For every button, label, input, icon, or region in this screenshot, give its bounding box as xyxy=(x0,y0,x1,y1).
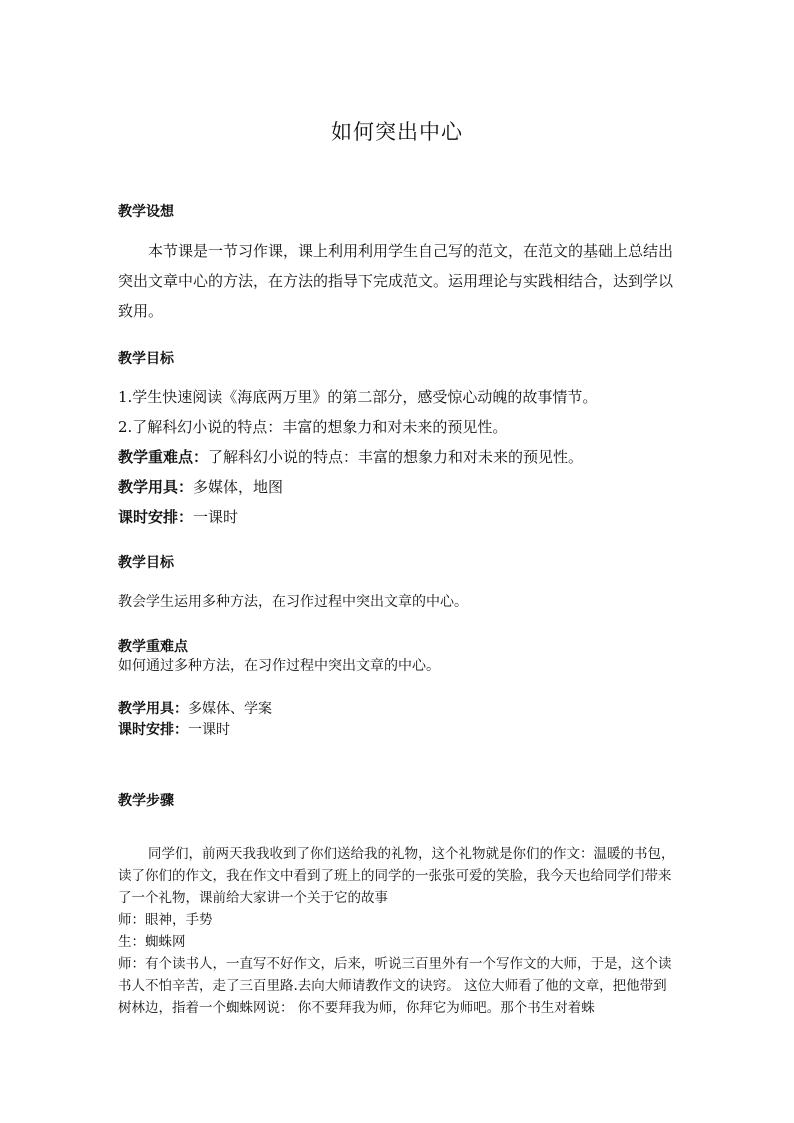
time-text-2: 一课时 xyxy=(188,722,230,738)
heading-teaching-design: 教学设想 xyxy=(118,204,174,220)
difficulty-text: 了解科幻小说的特点：丰富的想象力和对未来的预见性。 xyxy=(208,448,584,466)
tools-line xyxy=(118,472,678,502)
time-text: 一课时 xyxy=(193,508,239,526)
tools-text-2: 多媒体、学案 xyxy=(188,701,272,717)
time-line xyxy=(118,502,678,532)
tools-label: 教学用具： xyxy=(118,478,194,496)
heading-teaching-goals-2: 教学目标 xyxy=(118,555,174,571)
tools-line-2 xyxy=(118,698,678,720)
paragraph-teaching-design: 本节课是一节习作课，课上利用利用学生自己写的范文，在范文的基础上总结出突出文章中心的方法，在方法的指导下完成范文。运用理论与实践相结合，达到学以致用。 xyxy=(118,242,674,320)
tools-label-2: 教学用具： xyxy=(118,701,188,717)
difficulty-line xyxy=(118,442,678,472)
teacher-line-1: 师：眼神，手势 xyxy=(118,912,213,928)
key-difficulty-text: 如何通过多种方法，在习作过程中突出文章的中心。 xyxy=(118,658,440,674)
goal-item-1: 1.学生快速阅读《海底两万里》的第二部分，感受惊心动魄的故事情节。 xyxy=(118,388,598,406)
goal-item-2: 2.了解科幻小说的特点：丰富的想象力和对未来的预见性。 xyxy=(118,418,508,436)
heading-teaching-goals: 教学目标 xyxy=(118,351,174,367)
steps-paragraph-1: 同学们，前两天我我收到了你们送给我的礼物，这个礼物就是你们的作文：温暖的书包，读了你们的作文，我在作文中看到了班上的同学的一张张可爱的笑脸，我今天也给同学们带来了一个礼物，课前给大家讲一个关于它的故事 xyxy=(118,846,675,906)
tools-text: 多媒体，地图 xyxy=(193,478,284,496)
document-title: 如何突出中心 xyxy=(331,120,463,144)
time-label-2: 课时安排： xyxy=(118,722,188,738)
goal-text-2: 教会学生运用多种方法，在习作过程中突出文章的中心。 xyxy=(118,594,468,610)
heading-key-difficulty: 教学重难点 xyxy=(118,639,188,655)
time-line-2 xyxy=(118,719,678,741)
difficulty-label: 教学重难点： xyxy=(118,448,209,466)
student-line-1: 生：蜘蛛网 xyxy=(118,934,186,950)
time-label: 课时安排： xyxy=(118,508,194,526)
heading-teaching-steps: 教学步骤 xyxy=(118,793,174,809)
steps-paragraph-2: 师：有个读书人，一直写不好作文，后来，听说三百里外有一个写作文的大师，于是，这个读书人不怕辛苦，走了三百里路.去向大师请教作文的诀窍。 这位大师看了他的文章，把他带到树林边，指着一个蜘蛛网说： 你不要拜我为师，你拜它为师吧。那个书生对着蛛 xyxy=(118,956,672,1016)
